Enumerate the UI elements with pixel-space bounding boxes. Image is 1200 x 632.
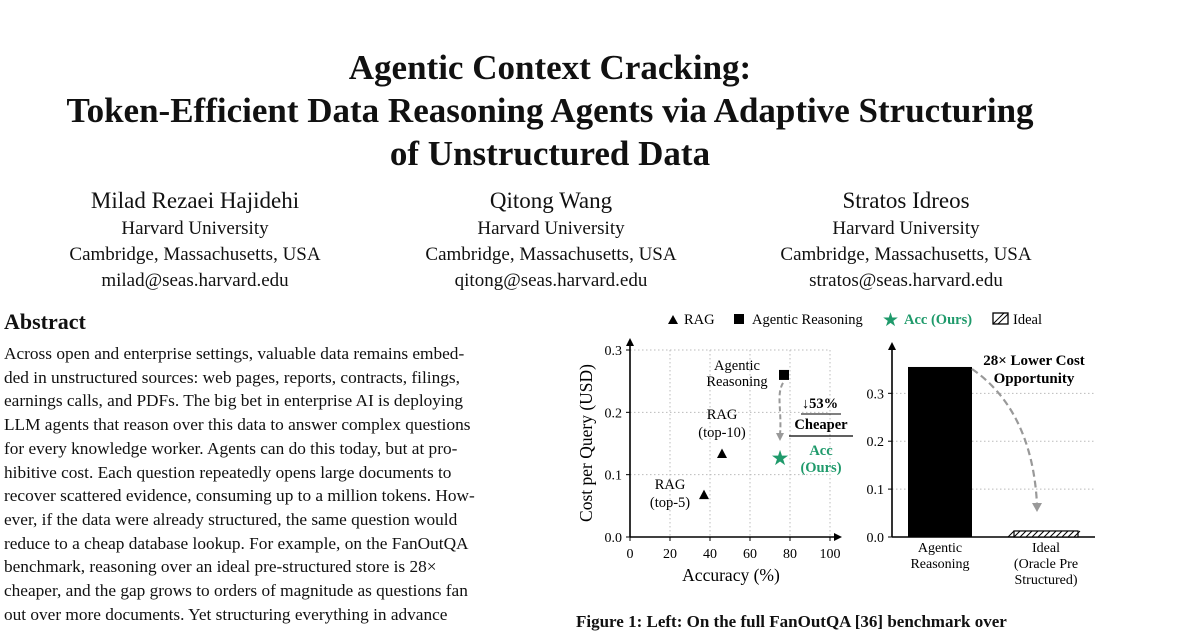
abstract-line: recover scattered evidence, consuming up to a million tokens. How-: [4, 486, 475, 506]
title-line: of Unstructured Data: [389, 134, 711, 173]
y-axis-arrowhead: [888, 342, 896, 350]
abstract-line: for every knowledge worker. Agents can do this today, but at pro-: [4, 438, 458, 458]
cost-gap-arrowhead: [1032, 503, 1042, 512]
abstract-line: benchmark, reasoning over an ideal pre-structured store is 28×: [4, 557, 437, 577]
author-email[interactable]: stratos@seas.harvard.edu: [809, 270, 1003, 291]
x-category-label: Agentic: [917, 541, 963, 556]
author-name: Qitong Wang: [489, 188, 613, 213]
author-block: [371, 186, 731, 294]
author-block: [726, 186, 1086, 294]
x-category-label: Ideal: [1032, 541, 1060, 556]
author-block: [15, 186, 375, 294]
title-line: Agentic Context Cracking:: [348, 48, 752, 87]
abstract-line: out over more documents. Yet structuring everything in advance: [4, 604, 448, 624]
point-label: RAG: [706, 407, 738, 423]
author-name: Milad Rezaei Hajidehi: [90, 188, 300, 213]
figure-1: [560, 300, 1120, 600]
x-category-label: Structured): [1014, 573, 1078, 588]
point-label: (top-10): [698, 425, 746, 441]
annotation-text: Opportunity: [993, 371, 1075, 387]
abstract-line: reduce to a cheap database lookup. For example, on the FanOutQA: [4, 533, 469, 553]
abstract-line: ded in unstructured sources: web pages, reports, contracts, filings,: [4, 367, 460, 387]
point-label: Agentic: [714, 358, 760, 374]
abstract-line: hibitive cost. Each question repeatedly opens large documents to: [4, 462, 452, 482]
legend-ideal-hatch: [993, 313, 1004, 324]
point-label: (top-5): [649, 495, 691, 511]
agentic-reasoning-marker: [779, 370, 789, 380]
abstract-line: Across open and enterprise settings, valuable data remains embed-: [4, 344, 465, 363]
y-tick-label: 0.2: [866, 435, 884, 451]
cost-gap-arrow: [972, 369, 1037, 505]
abstract-line: cheaper, and the gap grows to orders of magnitude as questions fan: [4, 581, 468, 601]
annotation-text: Cheaper: [794, 417, 848, 433]
author-location: Cambridge, Massachusetts, USA: [780, 244, 1032, 265]
author-affiliation: Harvard University: [477, 218, 625, 239]
author-name: Stratos Idreos: [842, 188, 970, 213]
abstract-line: ever, if the data were already structured, the same question would: [4, 509, 458, 529]
abstract-heading: Abstract: [4, 309, 86, 334]
rag-top5-marker: [699, 490, 709, 500]
y-tick-label: 0.0: [866, 531, 884, 546]
legend-rag-label: RAG: [684, 312, 715, 328]
rag-top10-marker: [717, 448, 727, 458]
legend-rag-marker: [668, 315, 678, 324]
x-tick-label: 60: [743, 547, 757, 562]
bar-ideal-hatch: [1008, 531, 1014, 537]
x-category-label: Reasoning: [910, 557, 970, 572]
y-axis-arrowhead: [626, 338, 634, 346]
y-axis-label: Cost per Query (USD): [576, 364, 596, 522]
abstract-line: earnings calls, and PDFs. The big bet in enterprise AI is deploying: [4, 391, 463, 411]
author-affiliation: Harvard University: [832, 218, 980, 239]
legend-agentic-marker: [734, 314, 744, 324]
y-tick-label: 0.2: [604, 406, 622, 422]
y-tick-label: 0.3: [604, 344, 622, 359]
x-tick-label: 20: [663, 547, 677, 562]
legend: [668, 310, 1042, 331]
x-tick-label: 40: [703, 547, 717, 562]
cost-reduction-arrow: [779, 383, 783, 435]
abstract-line: LLM agents that reason over this data to answer complex questions: [4, 415, 471, 435]
author-location: Cambridge, Massachusetts, USA: [425, 244, 677, 265]
x-tick-label: 100: [819, 547, 841, 562]
x-tick-label: 0: [626, 547, 634, 562]
point-label: (Ours): [800, 460, 842, 476]
abstract-body: [4, 342, 526, 626]
figure-caption: Figure 1: Left: On the full FanOutQA [36] benchmark over: [576, 612, 1007, 631]
author-email[interactable]: qitong@seas.harvard.edu: [454, 270, 648, 291]
y-tick-label: 0.1: [604, 468, 622, 484]
point-label: Acc: [809, 443, 833, 459]
y-tick-label: 0.3: [866, 387, 884, 403]
author-email[interactable]: milad@seas.harvard.edu: [101, 270, 289, 291]
legend-ours-label: Acc (Ours): [904, 312, 973, 328]
scatter-chart: [576, 338, 853, 585]
x-tick-label: 80: [783, 547, 797, 562]
x-category-label: (Oracle Pre: [1013, 557, 1079, 572]
annotation-text: ↓53%: [801, 396, 839, 412]
x-axis-arrowhead: [834, 533, 842, 541]
legend-agentic-label: Agentic Reasoning: [752, 312, 863, 328]
y-tick-label: 0.0: [604, 531, 622, 546]
legend-ideal-label: Ideal: [1013, 312, 1042, 328]
title-line: Token-Efficient Data Reasoning Agents via Adaptive Structuring: [66, 91, 1034, 130]
bar-chart: [867, 342, 1096, 588]
bar-agentic-reasoning: [908, 367, 972, 537]
author-location: Cambridge, Massachusetts, USA: [69, 244, 321, 265]
y-tick-label: 0.1: [866, 483, 884, 499]
acc-ours-marker: ★: [770, 445, 790, 470]
point-label: Reasoning: [706, 374, 768, 390]
x-axis-label: Accuracy (%): [682, 565, 780, 585]
legend-ours-marker: ★: [882, 310, 900, 331]
legend-ideal-hatch: [998, 314, 1008, 324]
cost-reduction-arrowhead: [776, 433, 784, 441]
point-label: RAG: [654, 477, 686, 493]
paper-title: [0, 46, 1100, 175]
annotation-text: 28× Lower Cost: [983, 353, 1085, 369]
author-affiliation: Harvard University: [121, 218, 269, 239]
